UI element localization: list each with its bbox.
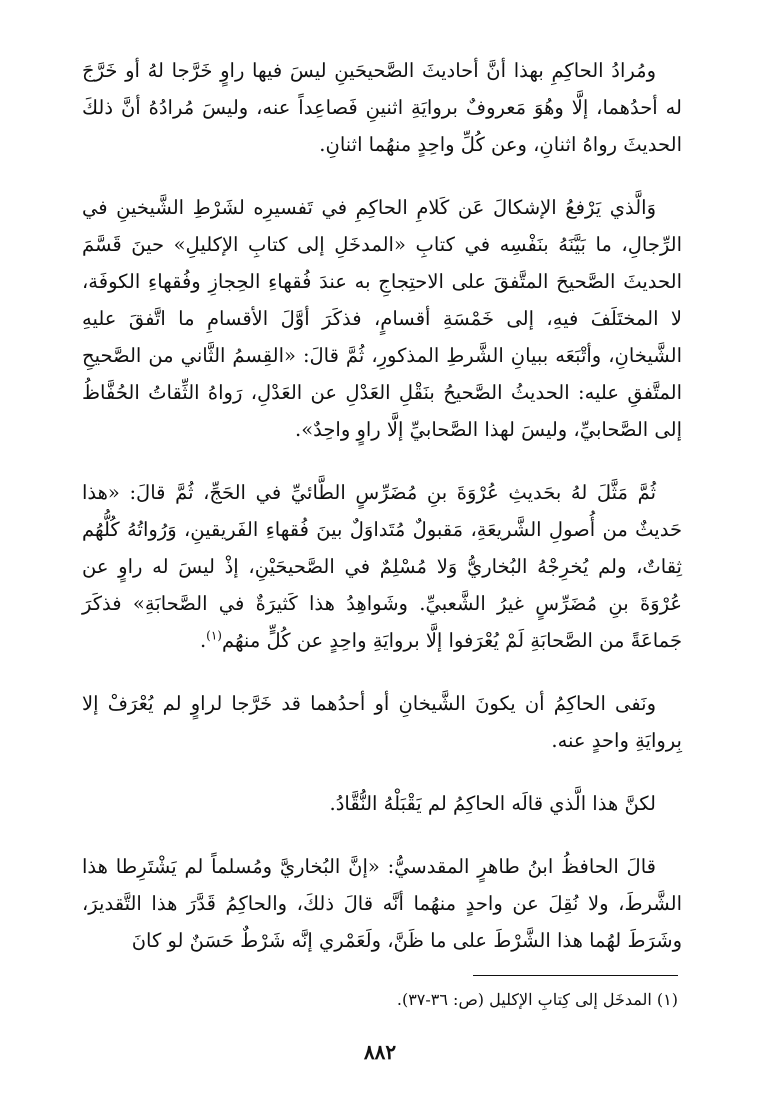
paragraph-3-text: ثُمَّ مَثَّلَ لهُ بحَديثِ عُرْوَةَ بنِ مُضَرِّسٍ الطَّائيِّ في الحَجِّ، ثُمَّ قالَ: «هذا حَديثٌ من أُصولِ الشَّريعَةِ، مَقبولٌ مُتَداوَلٌ بينَ فُقهاءِ الفَريقينِ، وَرُواتُهُ كُلُّهُم ثِقاتٌ، ولم يُخرِجْهُ البُخاريُّ وَلا مُسْلِمٌ في الصَّحيحَيْنِ، إذْ ليسَ له راوٍ عن عُرْوَةَ بنِ مُضَرِّسٍ غيرُ الشَّعبيِّ. وشَواهِدُ هذا كَثيرَةٌ في الصَّحابَةِ» فذكَرَ جَماعَةً من الصَّحابَةِ لَمْ يُعْرَفوا إلَّا بروايَةِ واحِدٍ عن كُلٍّ منهُم xyxy=(82,481,682,652)
paragraph-5: لكنَّ هذا الَّذي قالَه الحاكِمُ لم يَقْبَلْهُ النُّقَّادُ. xyxy=(329,792,656,815)
paragraph-1: ومُرادُ الحاكِمِ بهذا أنَّ أحاديثَ الصَّحيحَينِ ليسَ فيها راوٍ خَرَّجا لهُ أو خَرَّجَ له أحدُهما، إلَّا وهُوَ مَعروفٌ بروايَةِ اثنينِ فَصاعِداً عنه، وليسَ مُرادُهُ أنَّ ذلكَ الحديثَ رواهُ اثنانِ، وعن كُلِّ واحِدٍ منهُما اثنانِ. xyxy=(82,59,682,156)
footnote: (١) المدخَل إلى كِتابِ الإكليل (ص: ٣٦-٣٧). xyxy=(396,990,678,1009)
footnote-divider xyxy=(473,975,678,976)
page-number: ٨٨٢ xyxy=(363,1040,397,1064)
paragraph-3-tail: . xyxy=(199,629,207,652)
paragraph-3 xyxy=(82,474,682,659)
paragraph-6: قالَ الحافظُ ابنُ طاهرٍ المقدسيُّ: «إنَّ البُخاريَّ ومُسلماً لم يَشْتَرِطا هذا الشَّرطَ، ولا نُقِلَ عن واحدٍ منهُما أنَّه قالَ ذلكَ، والحاكِمُ قَدَّرَ هذا التَّقديرَ، وشَرَطَ لهُما هذا الشَّرْطَ على ما ظَنَّ، ولَعَمْري إنَّه شَرْطٌ حَسَنٌ لو كانَ xyxy=(82,855,682,952)
footnote-reference[interactable]: (١) xyxy=(206,628,222,643)
paragraph-4: ونَفى الحاكِمُ أن يكونَ الشَّيخانِ أو أحدُهما قد خَرَّجا لراوٍ لم يُعْرَفْ إلا بِروايَةِ واحدٍ عنه. xyxy=(82,692,682,752)
paragraph-2: وَالَّذي يَرْفعُ الإشكالَ عَن كَلامِ الحاكِمِ في تَفسيرِه لشَرْطِ الشَّيخينِ في الرِّجالِ، ما بَيَّنَهُ بنَفْسِه في كتابِ «المدخَلِ إلى كتابِ الإكليلِ» حينَ قَسَّمَ الحديثَ الصَّحيحَ المتَّفقَ على الاحتِجاجِ به عندَ فُقهاءِ الحِجازِ وفُقهاءِ الكوفَة، لا المختَلَفَ فيهِ، إلى خَمْسَةِ أقسامٍ، فذكَرَ أوَّلَ الأقسامِ ما اتَّفقَ عليهِ الشَّيخانِ، وأتْبَعَه ببيانِ الشَّرطِ المذكورِ، ثُمَّ قالَ: «القِسمُ الثَّاني من الصَّحيحِ المتَّفقِ عليه: الحديثُ الصَّحيحُ بنَقْلِ العَدْلِ عن العَدْلِ، رَواهُ الثِّقاتُ الحُفَّاظُ إلى الصَّحابيِّ، وليسَ لهذا الصَّحابيِّ إلَّا راوٍ واحِدٌ». xyxy=(82,196,682,441)
page-body xyxy=(82,52,682,959)
